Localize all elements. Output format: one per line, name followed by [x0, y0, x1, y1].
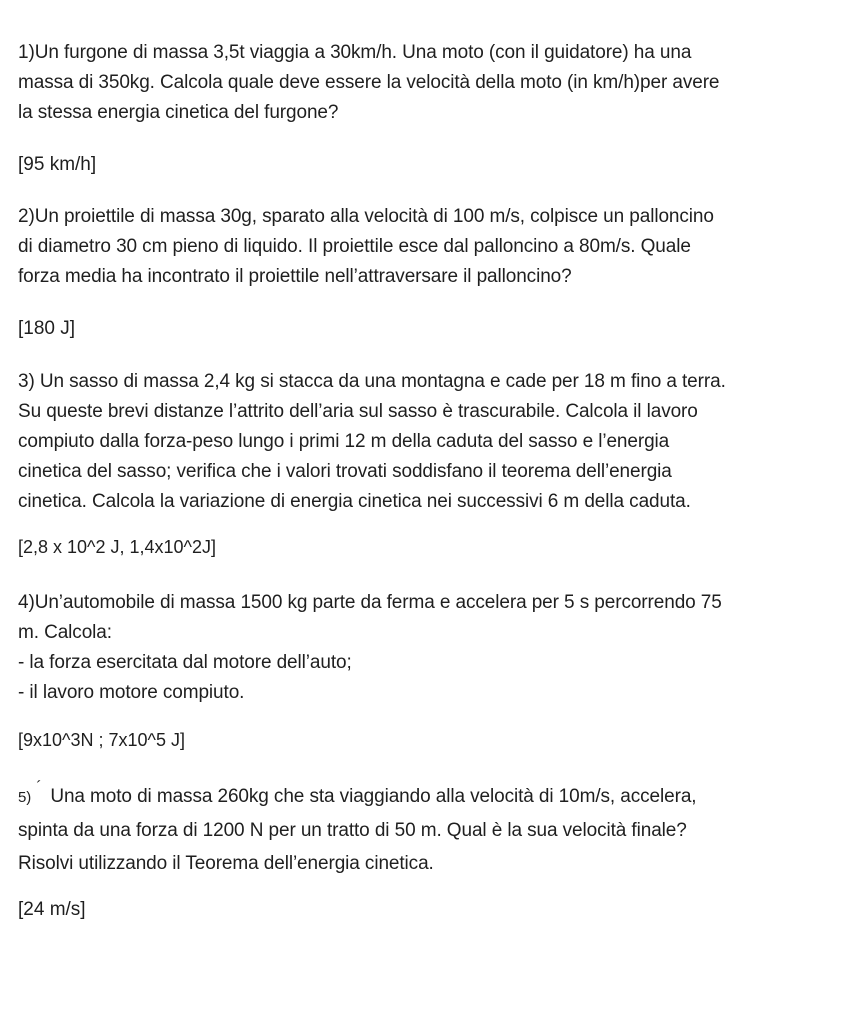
problem-5-line-2: spinta da una forza di 1200 N per un tratto di 50 m. Qual è la sua velocità finale?	[18, 820, 687, 841]
problem-5-line-3: Risolvi utilizzando il Teorema dell’energia cinetica.	[18, 853, 434, 874]
problem-4-answer: [9x10^3N ; 7x10^5 J]	[18, 730, 185, 750]
problem-3-line-1: 3) Un sasso di massa 2,4 kg si stacca da una montagna e cade per 18 m fino a terra.	[18, 371, 726, 392]
problem-1-line-1: 1)Un furgone di massa 3,5t viaggia a 30km/h. Una moto (con il guidatore) ha una	[18, 42, 692, 63]
problem-5	[18, 779, 697, 879]
problem-1-line-3: la stessa energia cinetica del furgone?	[18, 102, 339, 123]
problem-2-answer: [180 J]	[18, 318, 76, 339]
problem-1-answer: [95 km/h]	[18, 154, 97, 175]
problem-4-line-1: 4)Un’automobile di massa 1500 kg parte da ferma e accelera per 5 s percorrendo 75	[18, 592, 722, 613]
problem-4	[18, 588, 722, 708]
problem-2-line-2: di diametro 30 cm pieno di liquido. Il proiettile esce dal palloncino a 80m/s. Quale	[18, 236, 691, 257]
problem-5-line-1	[18, 779, 697, 813]
problem-2	[18, 202, 714, 292]
problem-3-answer: [2,8 x 10^2 J, 1,4x10^2J]	[18, 537, 217, 557]
problem-3-line-4: cinetica del sasso; verifica che i valori trovati soddisfano il teorema dell’energia	[18, 461, 672, 482]
problem-3-line-5: cinetica. Calcola la variazione di energia cinetica nei successivi 6 m della caduta.	[18, 491, 691, 512]
problem-2-line-1: 2)Un proiettile di massa 30g, sparato alla velocità di 100 m/s, colpisce un palloncino	[18, 206, 714, 227]
problem-3	[18, 367, 726, 517]
problem-5-accent-mark: ´	[36, 779, 42, 796]
problem-3-line-2: Su queste brevi distanze l’attrito dell’aria sul sasso è trascurabile. Calcola il lavoro	[18, 401, 698, 422]
problem-1-line-2: massa di 350kg. Calcola quale deve essere la velocità della moto (in km/h)per avere	[18, 72, 720, 93]
problem-4-line-2: m. Calcola:	[18, 622, 112, 643]
problem-4-line-3: - la forza esercitata dal motore dell’auto;	[18, 652, 352, 673]
problem-4-line-4: - il lavoro motore compiuto.	[18, 682, 245, 703]
problem-3-line-3: compiuto dalla forza-peso lungo i primi 12 m della caduta del sasso e l’energia	[18, 431, 670, 452]
problem-2-line-3: forza media ha incontrato il proiettile nell’attraversare il palloncino?	[18, 266, 572, 287]
problem-5-line-1-text: Una moto di massa 260kg che sta viaggiando alla velocità di 10m/s, accelera,	[50, 786, 697, 807]
problem-1	[18, 38, 719, 128]
problem-5-answer: [24 m/s]	[18, 899, 86, 920]
problem-5-number: 5)	[18, 789, 32, 806]
